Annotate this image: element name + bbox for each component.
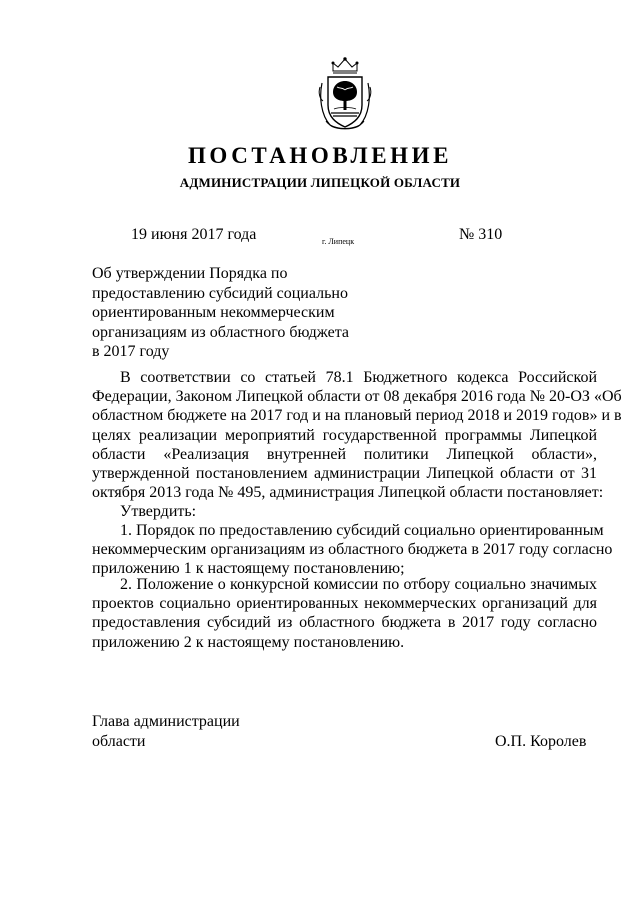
- paragraph-line: целях реализации мероприятий государственной программы Липецкой: [92, 426, 597, 444]
- document-date: 19 июня 2017 года: [131, 226, 257, 243]
- position-line: области: [92, 733, 146, 750]
- paragraph-line: октября 2013 года № 495, администрация Липецкой области постановляет:: [92, 484, 604, 502]
- approve-label: Утвердить:: [120, 503, 197, 520]
- paragraph-line: проектов социально ориентированных некоммерческих организаций для: [92, 595, 597, 613]
- paragraph-line: областном бюджете на 2017 год и на плановый период 2018 и 2019 годов» и в: [92, 407, 622, 425]
- paragraph-line: приложению 2 к настоящему постановлению.: [92, 633, 405, 651]
- paragraph-line: приложению 1 к настоящему постановлению;: [92, 560, 405, 578]
- paragraph-line: утвержденной постановлением администрации Липецкой области от 31: [92, 465, 597, 483]
- paragraph-line: 2. Положение о конкурсной комиссии по отбору социально значимых: [120, 576, 597, 593]
- paragraph-line: предоставления субсидий из областного бюджета в 2017 году согласно: [92, 614, 597, 632]
- subject-line: предоставлению субсидий социально: [92, 284, 348, 302]
- document-number: № 310: [459, 226, 503, 243]
- subject-line: в 2017 году: [92, 343, 170, 360]
- preamble-paragraph: [92, 368, 622, 502]
- subject-line: организациям из областного бюджета: [92, 323, 350, 341]
- paragraph-line: области «Реализация внутренней политики Липецкой области»,: [92, 445, 597, 463]
- subject-line: ориентированным некоммерческим: [92, 304, 335, 321]
- item-2-paragraph: [92, 575, 597, 652]
- paragraph-line: некоммерческим организациям из областного бюджета в 2017 году согласно: [92, 541, 613, 559]
- item-1-paragraph: [92, 521, 613, 579]
- paragraph-line: 1. Порядок по предоставлению субсидий социально ориентированным: [120, 522, 604, 539]
- issuing-authority: АДМИНИСТРАЦИИ ЛИПЕЦКОЙ ОБЛАСТИ: [179, 175, 461, 190]
- document-title: ПОСТАНОВЛЕНИЕ: [187, 143, 453, 168]
- coat-of-arms-icon: [318, 57, 372, 133]
- document-city: г. Липецк: [322, 237, 355, 246]
- subject-line: Об утверждении Порядка по: [92, 265, 288, 282]
- document-subject: [92, 264, 392, 362]
- paragraph-line: В соответствии со статьей 78.1 Бюджетного кодекса Российской: [120, 369, 597, 386]
- position-line: Глава администрации: [92, 713, 240, 730]
- signatory-position: [92, 712, 240, 752]
- paragraph-line: Федерации, Законом Липецкой области от 08 декабря 2016 года № 20-ОЗ «Об: [92, 388, 622, 406]
- approve-heading: [92, 502, 597, 521]
- signatory-name: О.П. Королев: [495, 733, 587, 750]
